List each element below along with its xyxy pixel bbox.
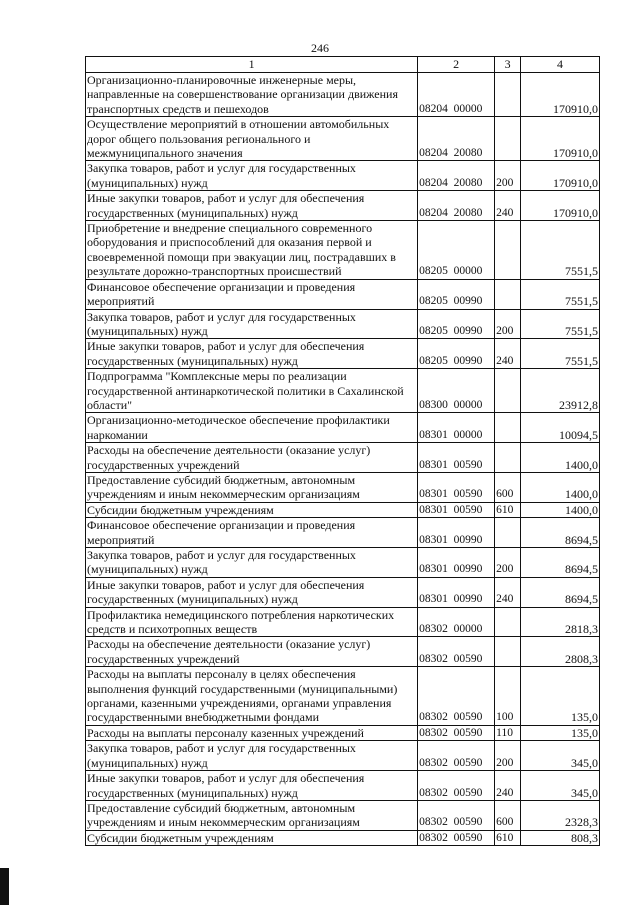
- row-name-cell: Закупка товаров, работ и услуг для государственных (муниципальных) нужд: [86, 741, 418, 771]
- column-header-code: 2: [418, 57, 495, 73]
- row-type-cell: [495, 607, 521, 637]
- row-type-cell: 240: [495, 191, 521, 221]
- row-type-cell: 200: [495, 161, 521, 191]
- row-sum-cell: 2328,3: [521, 800, 600, 830]
- row-code-cell: 08302 00590: [418, 741, 495, 771]
- row-code-cell: 08302 00590: [418, 771, 495, 801]
- row-name-cell: Расходы на обеспечение деятельности (оказание услуг) государственных учреждений: [86, 637, 418, 667]
- row-name-cell: Предоставление субсидий бюджетным, автономным учреждениям и иным некоммерческим организациям: [86, 800, 418, 830]
- row-code-cell: 08301 00990: [418, 577, 495, 607]
- row-type-cell: 610: [495, 830, 521, 845]
- row-sum-cell: 7551,5: [521, 279, 600, 309]
- row-name-cell: Субсидии бюджетным учреждениям: [86, 502, 418, 517]
- row-sum-cell: 135,0: [521, 667, 600, 726]
- table-row: [86, 637, 600, 667]
- row-name-cell: Подпрограмма "Комплексные меры по реализации государственной антинаркотической политики в Сахалинской области": [86, 369, 418, 413]
- row-code-cell: 08205 00990: [418, 279, 495, 309]
- table-row: [86, 221, 600, 280]
- table-row: [86, 667, 600, 726]
- row-code-cell: 08301 00990: [418, 548, 495, 578]
- row-code-cell: 08302 00590: [418, 725, 495, 740]
- row-name-cell: Приобретение и внедрение специального современного оборудования и приспособлений для оказания первой и своевременной помощи при эвакуации лиц, пострадавших в результате дорожно-транспортных происшествий: [86, 221, 418, 280]
- row-type-cell: 610: [495, 502, 521, 517]
- row-sum-cell: 1400,0: [521, 472, 600, 502]
- row-type-cell: [495, 73, 521, 117]
- row-type-cell: 110: [495, 725, 521, 740]
- column-header-sum: 4: [521, 57, 600, 73]
- row-name-cell: Финансовое обеспечение организации и проведения мероприятий: [86, 279, 418, 309]
- table-row: [86, 548, 600, 578]
- row-sum-cell: 170910,0: [521, 117, 600, 161]
- row-type-cell: 600: [495, 472, 521, 502]
- row-sum-cell: 345,0: [521, 771, 600, 801]
- row-name-cell: Иные закупки товаров, работ и услуг для обеспечения государственных (муниципальных) нужд: [86, 771, 418, 801]
- row-name-cell: Закупка товаров, работ и услуг для государственных (муниципальных) нужд: [86, 548, 418, 578]
- row-code-cell: 08302 00590: [418, 667, 495, 726]
- row-type-cell: 200: [495, 309, 521, 339]
- row-type-cell: 600: [495, 800, 521, 830]
- table-row: [86, 741, 600, 771]
- table-row: [86, 73, 600, 117]
- row-sum-cell: 8694,5: [521, 577, 600, 607]
- row-type-cell: 200: [495, 741, 521, 771]
- row-name-cell: Осуществление мероприятий в отношении автомобильных дорог общего пользования регионального и межмуниципального значения: [86, 117, 418, 161]
- table-row: [86, 443, 600, 473]
- column-header-name: 1: [86, 57, 418, 73]
- row-code-cell: 08205 00000: [418, 221, 495, 280]
- row-type-cell: 200: [495, 548, 521, 578]
- row-type-cell: 100: [495, 667, 521, 726]
- table-row: [86, 800, 600, 830]
- row-name-cell: Иные закупки товаров, работ и услуг для обеспечения государственных (муниципальных) нужд: [86, 339, 418, 369]
- row-type-cell: 240: [495, 339, 521, 369]
- row-code-cell: 08302 00590: [418, 637, 495, 667]
- row-code-cell: 08301 00590: [418, 443, 495, 473]
- row-code-cell: 08302 00590: [418, 830, 495, 845]
- row-type-cell: [495, 117, 521, 161]
- row-name-cell: Финансовое обеспечение организации и проведения мероприятий: [86, 518, 418, 548]
- row-sum-cell: 23912,8: [521, 369, 600, 413]
- table-row: [86, 413, 600, 443]
- table-row: [86, 369, 600, 413]
- row-sum-cell: 135,0: [521, 725, 600, 740]
- row-sum-cell: 170910,0: [521, 161, 600, 191]
- row-sum-cell: 8694,5: [521, 548, 600, 578]
- row-code-cell: 08204 00000: [418, 73, 495, 117]
- table-row: [86, 339, 600, 369]
- row-code-cell: 08301 00000: [418, 413, 495, 443]
- row-name-cell: Субсидии бюджетным учреждениям: [86, 830, 418, 845]
- table-body: [86, 73, 600, 846]
- table-row: [86, 577, 600, 607]
- row-type-cell: [495, 443, 521, 473]
- table-row: [86, 279, 600, 309]
- row-type-cell: [495, 518, 521, 548]
- row-sum-cell: 345,0: [521, 741, 600, 771]
- row-sum-cell: 7551,5: [521, 309, 600, 339]
- row-sum-cell: 170910,0: [521, 191, 600, 221]
- row-type-cell: 240: [495, 577, 521, 607]
- row-name-cell: Расходы на выплаты персоналу в целях обеспечения выполнения функций государственными (муниципальными) органами, казенными учреждениями, органами управления государственными внебюджетными фондами: [86, 667, 418, 726]
- budget-table: [85, 56, 600, 846]
- row-sum-cell: 8694,5: [521, 518, 600, 548]
- table-row: [86, 830, 600, 845]
- row-name-cell: Закупка товаров, работ и услуг для государственных (муниципальных) нужд: [86, 309, 418, 339]
- row-code-cell: 08205 00990: [418, 339, 495, 369]
- table-row: [86, 472, 600, 502]
- row-code-cell: 08301 00590: [418, 502, 495, 517]
- row-code-cell: 08300 00000: [418, 369, 495, 413]
- row-code-cell: 08204 20080: [418, 191, 495, 221]
- row-name-cell: Организационно-планировочные инженерные меры, направленные на совершенствование организации движения транспортных средств и пешеходов: [86, 73, 418, 117]
- row-sum-cell: 2808,3: [521, 637, 600, 667]
- row-name-cell: Предоставление субсидий бюджетным, автономным учреждениям и иным некоммерческим организациям: [86, 472, 418, 502]
- row-type-cell: [495, 413, 521, 443]
- row-sum-cell: 170910,0: [521, 73, 600, 117]
- row-code-cell: 08204 20080: [418, 161, 495, 191]
- row-sum-cell: 1400,0: [521, 502, 600, 517]
- row-code-cell: 08301 00990: [418, 518, 495, 548]
- row-name-cell: Профилактика немедицинского потребления наркотических средств и психотропных веществ: [86, 607, 418, 637]
- row-name-cell: Расходы на выплаты персоналу казенных учреждений: [86, 725, 418, 740]
- row-name-cell: Иные закупки товаров, работ и услуг для обеспечения государственных (муниципальных) нужд: [86, 191, 418, 221]
- row-name-cell: Расходы на обеспечение деятельности (оказание услуг) государственных учреждений: [86, 443, 418, 473]
- table-row: [86, 309, 600, 339]
- row-type-cell: [495, 637, 521, 667]
- table-row: [86, 607, 600, 637]
- row-code-cell: 08302 00590: [418, 800, 495, 830]
- table-row: [86, 771, 600, 801]
- table-row: [86, 725, 600, 740]
- row-sum-cell: 2818,3: [521, 607, 600, 637]
- table-row: [86, 518, 600, 548]
- row-name-cell: Организационно-методическое обеспечение профилактики наркомании: [86, 413, 418, 443]
- row-sum-cell: 7551,5: [521, 339, 600, 369]
- row-name-cell: Иные закупки товаров, работ и услуг для обеспечения государственных (муниципальных) нужд: [86, 577, 418, 607]
- row-type-cell: [495, 221, 521, 280]
- row-type-cell: 240: [495, 771, 521, 801]
- row-sum-cell: 808,3: [521, 830, 600, 845]
- row-code-cell: 08204 20080: [418, 117, 495, 161]
- row-code-cell: 08302 00000: [418, 607, 495, 637]
- row-type-cell: [495, 279, 521, 309]
- row-type-cell: [495, 369, 521, 413]
- row-code-cell: 08301 00590: [418, 472, 495, 502]
- row-sum-cell: 7551,5: [521, 221, 600, 280]
- page-number: 246: [311, 41, 329, 55]
- column-header-type: 3: [495, 57, 521, 73]
- row-sum-cell: 10094,5: [521, 413, 600, 443]
- row-sum-cell: 1400,0: [521, 443, 600, 473]
- row-code-cell: 08205 00990: [418, 309, 495, 339]
- row-name-cell: Закупка товаров, работ и услуг для государственных (муниципальных) нужд: [86, 161, 418, 191]
- table-row: [86, 117, 600, 161]
- table-row: [86, 191, 600, 221]
- table-row: [86, 161, 600, 191]
- table-header-row: [86, 57, 600, 73]
- table-row: [86, 502, 600, 517]
- scan-edge-mark: [0, 868, 9, 905]
